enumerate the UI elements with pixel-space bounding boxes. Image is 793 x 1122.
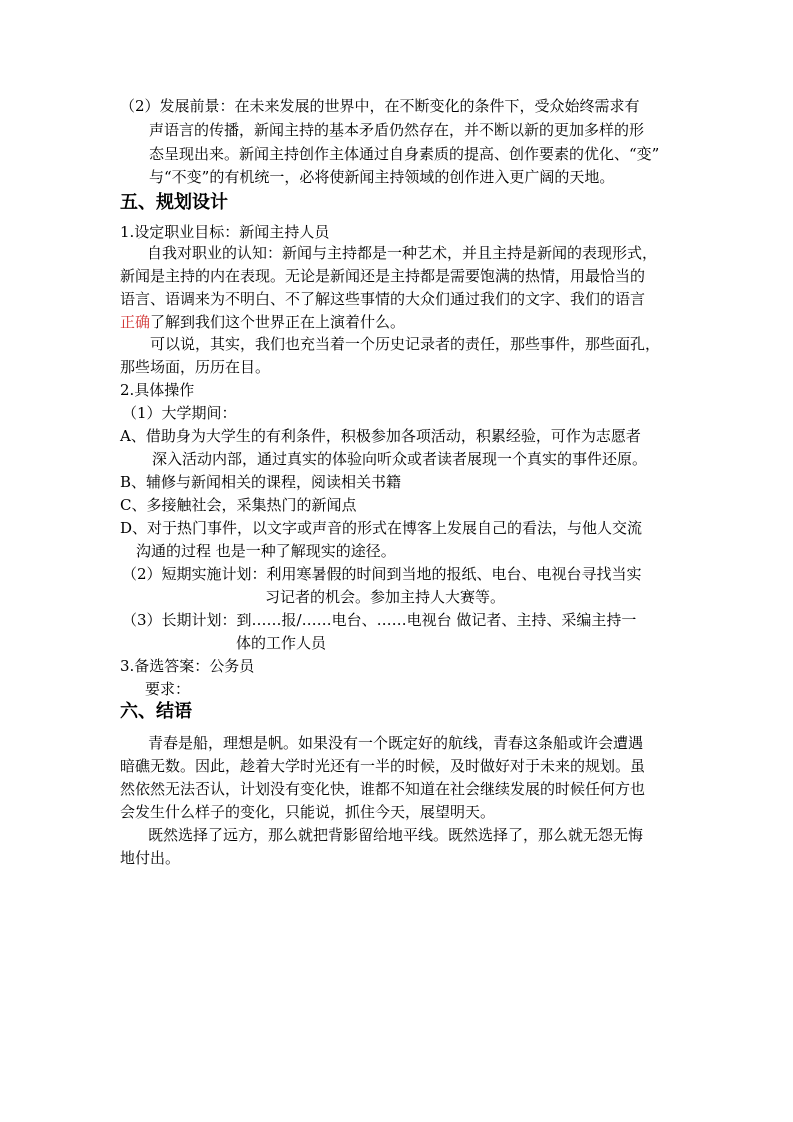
item-d-line-1: D、对于热门事件，以文字或声音的形式在博客上发展自己的看法，与他人交流 xyxy=(120,519,643,537)
prospect-line-4: 与“不变”的有机统一，必将使新闻主持领域的创作进入更广阔的天地。 xyxy=(149,168,615,186)
cognition-line-3: 语言、语调来为不明白、不了解这些事情的大众们通过我们的文字、我们的语言 xyxy=(120,290,646,308)
item-b: B、辅修与新闻相关的课程，阅读相关书籍 xyxy=(120,473,402,491)
career-goal: 1.设定职业目标：新闻主持人员 xyxy=(120,223,330,241)
closing-line-4: 会发生什么样子的变化，只能说，抓住今天，展望明天。 xyxy=(120,803,496,821)
long-term-line-2: 体的工作人员 xyxy=(236,634,327,652)
cognition-line-1: 自我对职业的认知：新闻与主持都是一种艺术，并且主持是新闻的表现形式， xyxy=(147,244,658,262)
item-d-line-2: 沟通的过程 也是一种了解现实的途径。 xyxy=(136,542,396,560)
item-a-line-1: A、借助身为大学生的有利条件，积极参加各项活动，积累经验，可作为志愿者 xyxy=(120,427,641,445)
cognition-line-4-rest: 了解到我们这个世界正在上演着什么。 xyxy=(150,313,406,331)
item-a-line-2: 深入活动内部，通过真实的体验向听众或者读者展现一个真实的事件还原。 xyxy=(152,450,648,468)
requirement: 要求： xyxy=(145,680,191,698)
item-c: C、多接触社会，采集热门的新闻点 xyxy=(120,496,357,514)
closing-line-3: 然依然无法否认，计划没有变化快，谁都不知道在社会继续发展的时候任何方也 xyxy=(120,780,646,798)
cognition-line-4 xyxy=(120,312,405,332)
section5-heading: 五、规划设计 xyxy=(120,192,228,213)
closing-line-2: 暗礁无数。因此，趁着大学时光还有一半的时候，及时做好对于未来的规划。虽 xyxy=(120,757,646,775)
short-term-line-1: （2）短期实施计划：利用寒暑假的时间到当地的报纸、电台、电视台寻找当实 xyxy=(122,565,642,583)
closing-line-5: 既然选择了远方，那么就把背影留给地平线。既然选择了，那么就无怨无悔 xyxy=(148,826,644,844)
section6-heading: 六、结语 xyxy=(120,701,192,722)
historian-line-2: 那些场面，历历在目。 xyxy=(120,358,271,376)
short-term-line-2: 习记者的机会。参加主持人大赛等。 xyxy=(265,588,506,606)
college-title: （1）大学期间： xyxy=(122,404,237,422)
prospect-line-3: 态呈现出来。新闻主持创作主体通过自身素质的提高、创作要素的优化、“变” xyxy=(149,145,660,163)
prospect-line-2: 声语言的传播，新闻主持的基本矛盾仍然存在，并不断以新的更加多样的形 xyxy=(149,121,645,139)
long-term-line-1: （3）长期计划：到……报/……电台、……电视台 做记者、主持、采编主持一 xyxy=(122,611,637,629)
highlight-text: 正确 xyxy=(120,313,151,331)
closing-line-1: 青春是船，理想是帆。如果没有一个既定好的航线，青春这条船或许会遭遇 xyxy=(148,734,644,752)
backup-answer: 3.备选答案：公务员 xyxy=(120,657,255,675)
cognition-line-2: 新闻是主持的内在表现。无论是新闻还是主持都是需要饱满的热情，用最恰当的 xyxy=(120,267,646,285)
historian-line-1: 可以说，其实，我们也充当着一个历史记录者的责任，那些事件，那些面孔， xyxy=(150,335,661,353)
closing-line-6: 地付出。 xyxy=(120,849,181,867)
ops-title: 2.具体操作 xyxy=(120,381,195,399)
prospect-line-1: （2）发展前景：在未来发展的世界中，在不断变化的条件下，受众始终需求有 xyxy=(120,97,640,115)
